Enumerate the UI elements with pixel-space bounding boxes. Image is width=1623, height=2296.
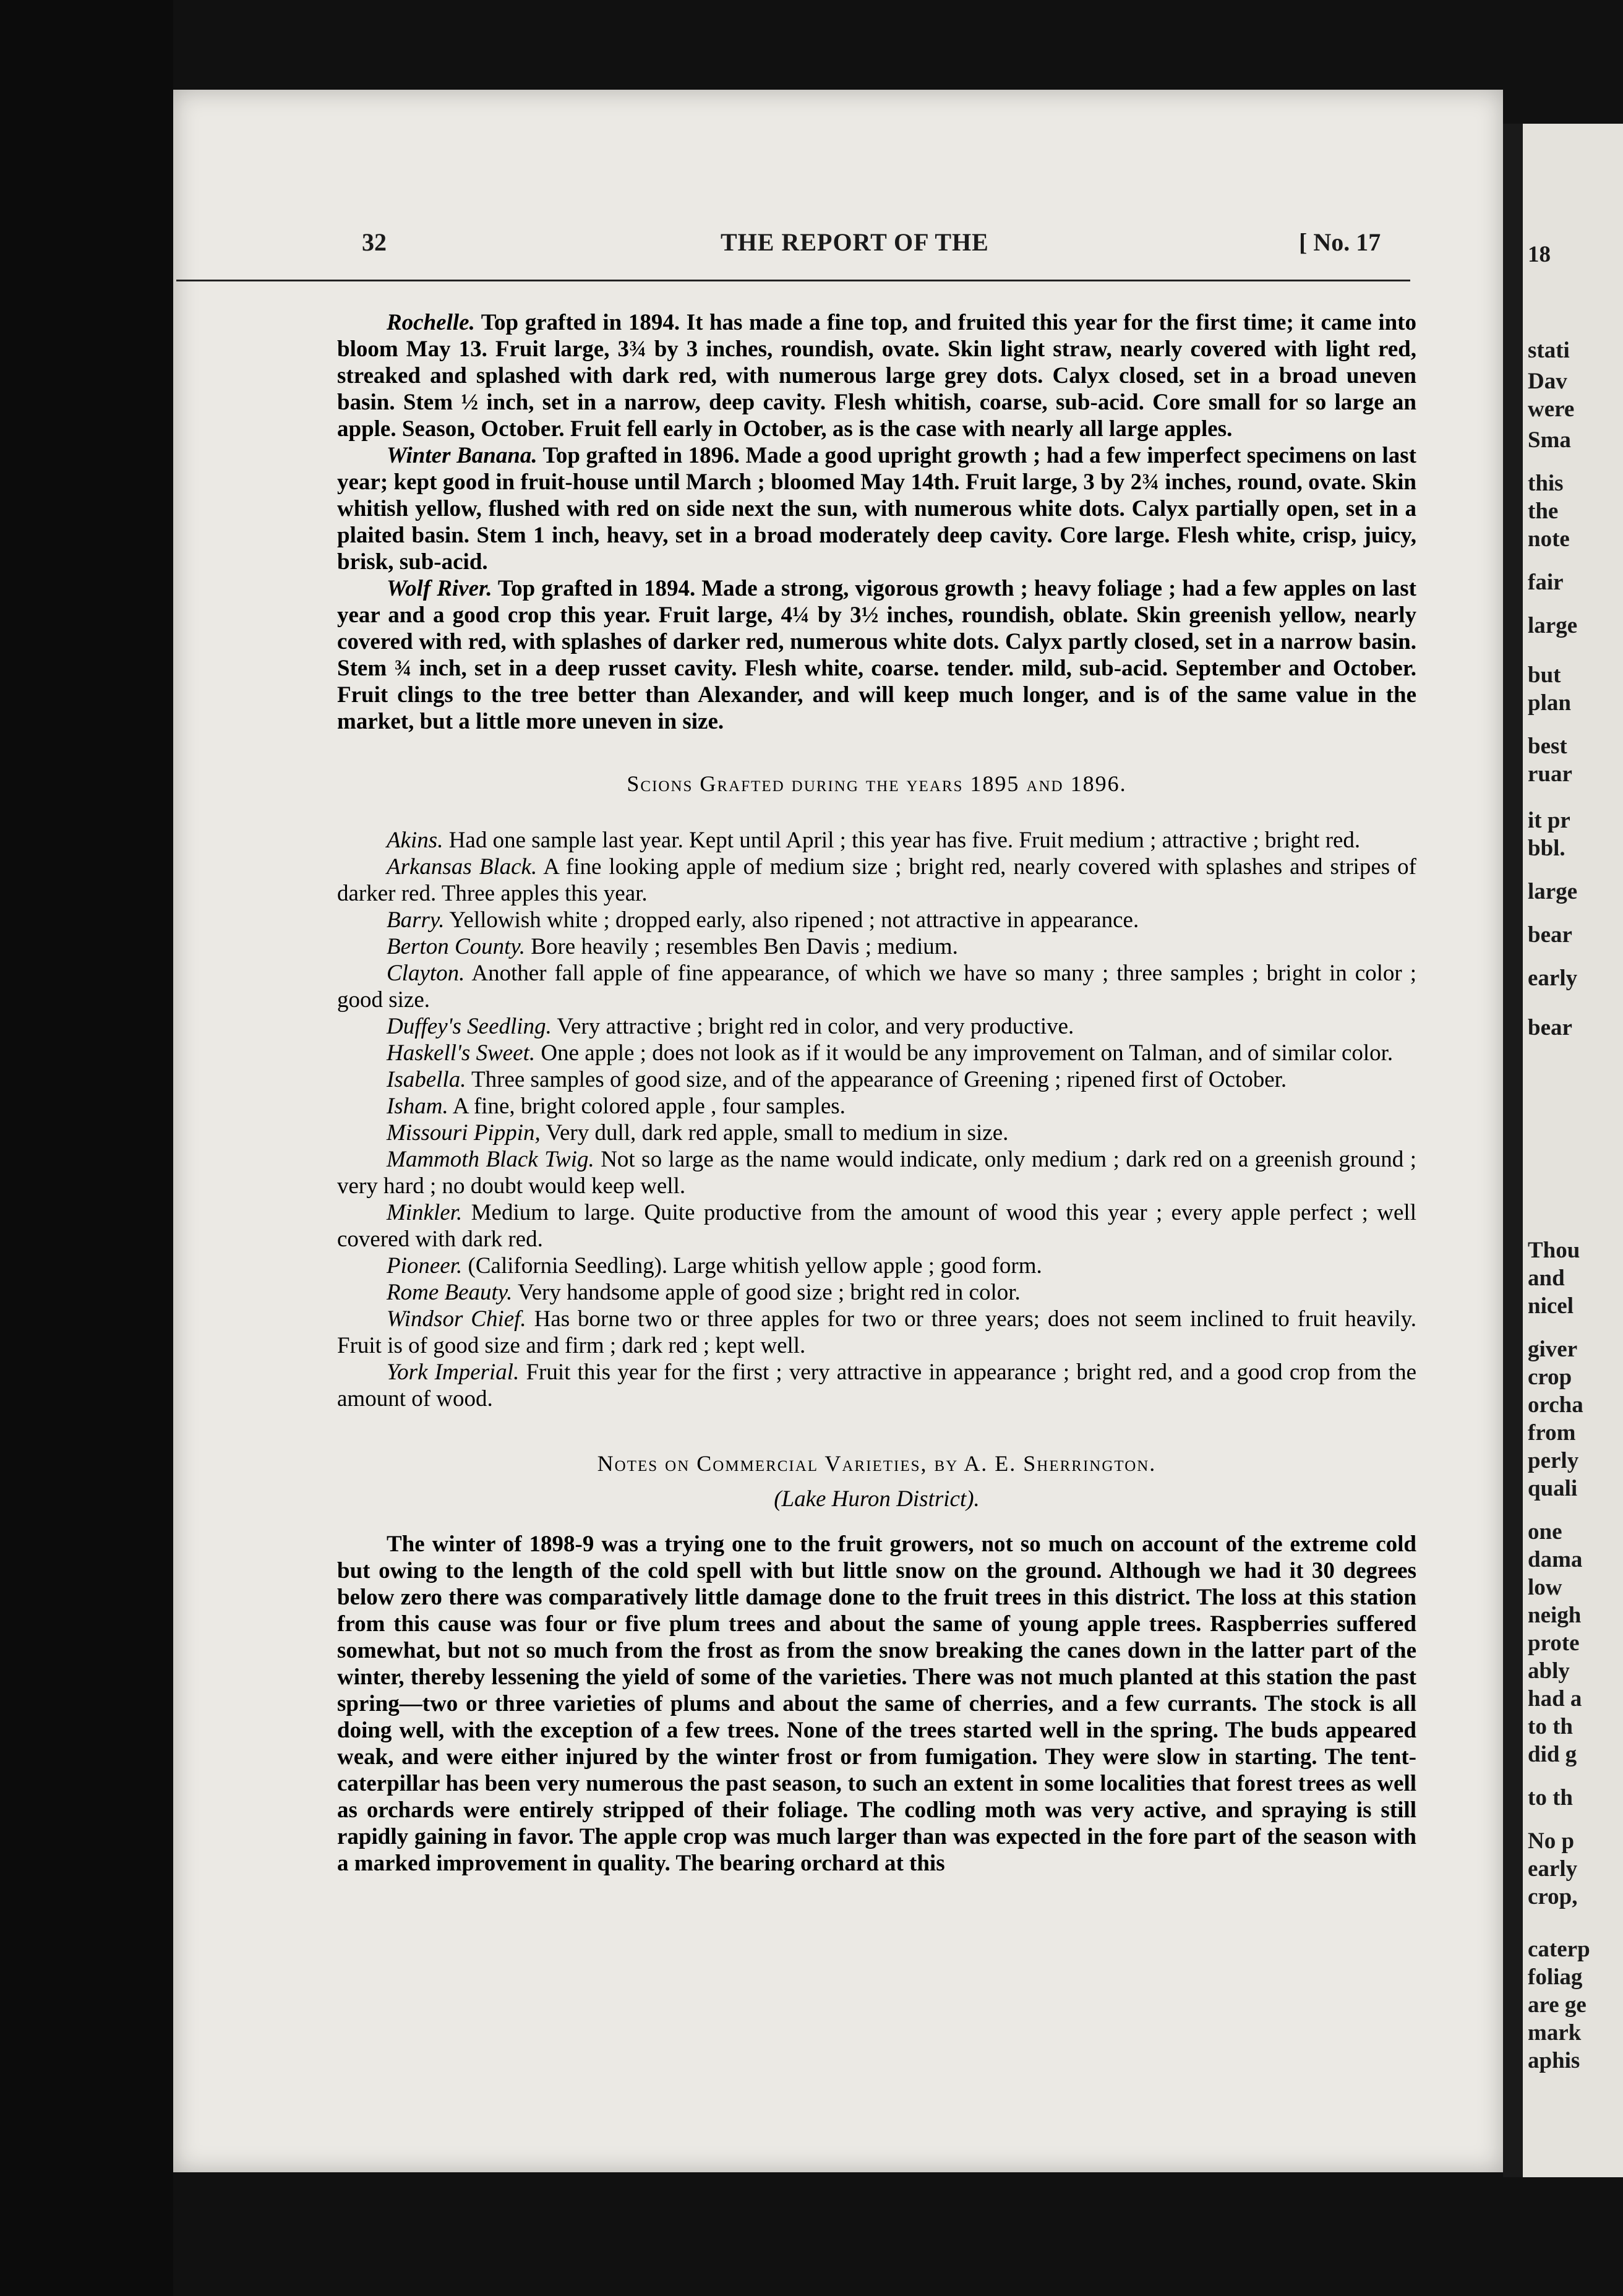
section-heading-scions: Scions Grafted during the years 1895 and 1896. xyxy=(627,771,1127,796)
right-page-word: were xyxy=(1528,396,1575,422)
page-number: 32 xyxy=(362,228,387,256)
section-subheading: (Lake Huron District). xyxy=(774,1486,980,1512)
right-page-word: neigh xyxy=(1528,1603,1582,1628)
entry-entries_scions-1 xyxy=(337,854,1416,907)
right-page-word: are ge xyxy=(1528,1992,1587,2018)
right-page-word: Thou xyxy=(1528,1238,1580,1263)
right-page-word: dama xyxy=(1528,1547,1583,1572)
entry-entries_scions-13 xyxy=(337,1279,1416,1306)
entry-entries_scions-2 xyxy=(337,907,1416,933)
right-page-word: Dav xyxy=(1528,369,1567,394)
entry-entries_scions-10 xyxy=(337,1146,1416,1199)
right-page-word: crop, xyxy=(1528,1884,1578,1909)
right-page-word: bbl. xyxy=(1528,836,1565,861)
right-page-word: to th xyxy=(1528,1785,1573,1810)
right-page-word: early xyxy=(1528,1856,1578,1882)
scion-entries xyxy=(337,827,1416,1412)
variety-name: Pioneer. xyxy=(387,1253,463,1279)
page-header xyxy=(0,0,1623,309)
variety-description: (California Seedling). Large whitish yellow apple ; good form. xyxy=(462,1253,1042,1279)
variety-name: Mammoth Black Twig. xyxy=(387,1147,594,1172)
entry-entries_top-2 xyxy=(337,575,1416,735)
right-page-word: ably xyxy=(1528,1658,1570,1684)
variety-description: Medium to large. Quite productive from the amount of wood this year ; every apple perfect ; well covered with dark red. xyxy=(337,1200,1416,1252)
variety-name: Isham. xyxy=(387,1094,448,1119)
right-page-word: and xyxy=(1528,1266,1565,1291)
variety-description: Top grafted in 1894. It has made a fine top, and fruited this year for the first time; it came into bloom May 13. Fruit large, 3¾ by 3 inches, roundish, ovate. Skin light straw, nearly covered with light red, streaked and splashed with dark red, with numerous large grey dots. Calyx closed, set in a broad uneven basin. Stem ½ inch, set in a narrow, deep cavity. Flesh whitish, coarse, sub-acid. Core small for so large an apple. Season, October. Fruit fell early in October, as is the case with nearly all large apples. xyxy=(337,310,1416,442)
right-page-word: quali xyxy=(1528,1476,1578,1501)
variety-description: Yellowish white ; dropped early, also ripened ; not attractive in appearance. xyxy=(444,907,1139,933)
entry-entries_scions-4 xyxy=(337,960,1416,1013)
header-rule xyxy=(176,280,1410,281)
variety-name: Winter Banana. xyxy=(387,443,537,468)
running-title: THE REPORT OF THE xyxy=(721,228,989,256)
right-page-word: did g xyxy=(1528,1742,1577,1767)
variety-description: Another fall apple of fine appearance, of which we have so many ; three samples ; bright in color ; good size. xyxy=(337,961,1416,1013)
variety-description: Fruit this year for the first ; very attractive in appearance ; bright red, and a good crop from the amount of wood. xyxy=(337,1360,1416,1411)
variety-description: Three samples of good size, and of the appearance of Greening ; ripened first of October. xyxy=(466,1067,1287,1092)
right-page-word: foliag xyxy=(1528,1964,1583,1990)
entry-entries_top-1 xyxy=(337,442,1416,575)
variety-name: Rochelle. xyxy=(387,310,475,335)
right-page-word: it pr xyxy=(1528,808,1570,833)
right-page-word: aphis xyxy=(1528,2048,1580,2073)
right-page-word: fair xyxy=(1528,570,1564,595)
report-number: [ No. 17 xyxy=(1299,228,1381,256)
right-page-fragment xyxy=(1523,124,1623,2177)
right-page-word: ruar xyxy=(1528,761,1572,787)
variety-name: Haskell's Sweet. xyxy=(387,1040,536,1066)
right-page-word: giver xyxy=(1528,1337,1578,1362)
variety-name: Wolf River. xyxy=(387,576,492,601)
entry-entries_scions-5 xyxy=(337,1013,1416,1040)
entry-entries_scions-3 xyxy=(337,933,1416,960)
right-page-word: 18 xyxy=(1528,242,1551,267)
notes-paragraph: The winter of 1898-9 was a trying one to the fruit growers, not so much on account of the extreme cold but owing to the length of the cold spell with but little snow on the ground. Although we had it 30 degrees below zero there was comparatively little damage done to the fruit trees in this district. The loss at this station from this cause was four or five plum trees and about the same of young apple trees. Raspberries suffered somewhat, but not so much from the frost as from the snow breaking the canes down in the latter part of the winter, thereby lessening the yield of some of the varieties. There was not much planted at this station the past spring—two or three varieties of plums and about the same of cherries, and a few currants. The stock is all doing well, with the exception of a few trees. None of the trees started well in the spring. The buds appeared weak, and were either injured by the winter frost or from fumigation. They were slow in starting. The tent-caterpillar has been very numerous the past season, to such an extent in some localities that forest trees as well as orchards were entirely stripped of their foliage. The codling moth was very active, and spraying is still rapidly gaining in favor. The apple crop was much larger than was expected in the fore part of the season with a marked improvement in quality. The bearing orchard at this xyxy=(337,1531,1416,1876)
right-page-word: plan xyxy=(1528,690,1571,716)
variety-name: Rome Beauty. xyxy=(387,1280,513,1305)
right-page-word: but xyxy=(1528,662,1561,688)
entry-entries_scions-6 xyxy=(337,1040,1416,1066)
right-page-word: orcha xyxy=(1528,1392,1583,1418)
variety-name: Windsor Chief. xyxy=(387,1306,526,1332)
right-page-word: stati xyxy=(1528,338,1570,363)
right-page-word: early xyxy=(1528,966,1578,991)
scan-background xyxy=(0,0,173,2296)
right-page-word: crop xyxy=(1528,1364,1572,1390)
entry-entries_scions-7 xyxy=(337,1066,1416,1093)
right-page-word: to th xyxy=(1528,1714,1573,1739)
right-page-word: note xyxy=(1528,526,1570,552)
variety-name: Missouri Pippin, xyxy=(387,1120,541,1146)
variety-name: Clayton. xyxy=(387,961,465,986)
right-page-word: this xyxy=(1528,471,1564,496)
variety-name: Minkler. xyxy=(387,1200,463,1225)
entry-entries_scions-0 xyxy=(337,827,1416,854)
variety-description: Very handsome apple of good size ; bright red in color. xyxy=(512,1280,1021,1305)
right-page-word: best xyxy=(1528,734,1567,759)
variety-name: Berton County. xyxy=(387,934,526,959)
right-page-word: caterp xyxy=(1528,1937,1590,1962)
variety-name: Barry. xyxy=(387,907,445,933)
variety-description: One apple ; does not look as if it would be any improvement on Talman, and of similar color. xyxy=(535,1040,1394,1066)
body-text xyxy=(337,309,1416,1877)
right-page-word: the xyxy=(1528,499,1559,524)
variety-name: Arkansas Black. xyxy=(387,854,537,880)
right-page-word: No p xyxy=(1528,1828,1575,1854)
right-page-word: large xyxy=(1528,879,1578,904)
section-heading-notes: Notes on Commercial Varieties, by A. E. Sherrington. xyxy=(597,1451,1157,1476)
variety-description: Very attractive ; bright red in color, and very productive. xyxy=(551,1014,1074,1039)
variety-description: Not so large as the name would indicate, only medium ; dark red on a greenish ground ; very hard ; no doubt would keep well. xyxy=(337,1147,1417,1199)
right-page-word: bear xyxy=(1528,922,1572,948)
right-page-word: mark xyxy=(1528,2020,1582,2045)
variety-description: Top grafted in 1896. Made a good upright growth ; had a few imperfect specimens on last year; kept good in fruit-house until March ; bloomed May 14th. Fruit large, 3 by 2¾ inches, round, ovate. Skin whitish yellow, flushed with red on side next the sun, with numerous white dots. Calyx partially open, set in a plaited basin. Stem 1 inch, heavy, set in a broad moderately deep cavity. Core large. Flesh white, crisp, juicy, brisk, sub-acid. xyxy=(337,443,1416,575)
variety-description: Has borne two or three apples for two or three years; does not seem inclined to fruit heavily. Fruit is of good size and firm ; dark red ; kept well. xyxy=(337,1306,1416,1358)
entry-entries_scions-15 xyxy=(337,1359,1416,1412)
right-page-word: bear xyxy=(1528,1015,1572,1040)
right-page-word: low xyxy=(1528,1575,1562,1600)
book-gutter xyxy=(1503,124,1523,2177)
right-page-word: from xyxy=(1528,1420,1576,1446)
entry-entries_scions-12 xyxy=(337,1253,1416,1279)
top-entries xyxy=(337,309,1416,735)
variety-description: Very dull, dark red apple, small to medium in size. xyxy=(540,1120,1009,1146)
variety-name: Isabella. xyxy=(387,1067,466,1092)
entry-entries_top-0 xyxy=(337,309,1416,442)
right-page-word: had a xyxy=(1528,1686,1582,1711)
entry-entries_scions-11 xyxy=(337,1199,1416,1253)
variety-description: Had one sample last year. Kept until April ; this year has five. Fruit medium ; attractive ; bright red. xyxy=(443,828,1361,853)
variety-description: Top grafted in 1894. Made a strong, vigorous growth ; heavy foliage ; had a few apples on last year and a good crop this year. Fruit large, 4¼ by 3½ inches, roundish, oblate. Skin greenish yellow, nearly covered with red, with splashes of darker red, numerous white dots. Calyx partly closed, set in a narrow basin. Stem ¾ inch, set in a deep russet cavity. Flesh white, coarse. tender. mild, sub-acid. September and October. Fruit clings to the tree better than Alexander, and will keep much longer, and is of the same value in the market, but a little more uneven in size. xyxy=(337,576,1417,734)
right-page-word: Sma xyxy=(1528,427,1571,453)
right-page-word: one xyxy=(1528,1519,1562,1544)
entry-entries_scions-9 xyxy=(337,1120,1416,1146)
variety-name: Akins. xyxy=(387,828,443,853)
right-page-word: prote xyxy=(1528,1630,1580,1656)
variety-description: Bore heavily ; resembles Ben Davis ; medium. xyxy=(525,934,958,959)
right-page-word: large xyxy=(1528,613,1578,638)
variety-name: York Imperial. xyxy=(387,1360,520,1385)
right-page-word: nicel xyxy=(1528,1293,1574,1319)
variety-description: A fine looking apple of medium size ; bright red, nearly covered with splashes and stripes of darker red. Three apples this year. xyxy=(337,854,1416,906)
entry-entries_scions-8 xyxy=(337,1093,1416,1120)
right-page-word: perly xyxy=(1528,1448,1579,1473)
variety-name: Duffey's Seedling. xyxy=(387,1014,552,1039)
variety-description: A fine, bright colored apple , four samples. xyxy=(448,1094,846,1119)
entry-entries_scions-14 xyxy=(337,1306,1416,1359)
